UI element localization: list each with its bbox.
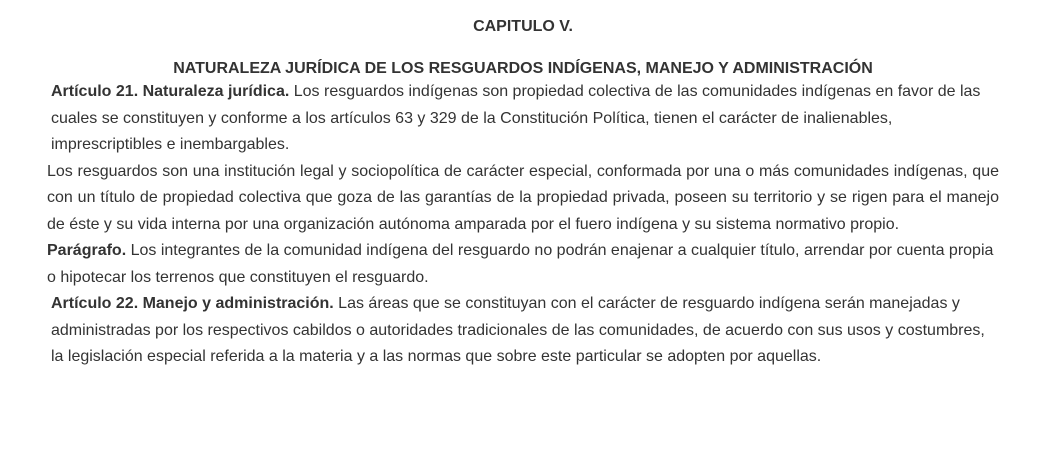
resguardos-definition-text: Los resguardos son una institución legal y sociopolítica de carácter especial, conformada por una o más comunidades indígenas, que con un título de propiedad colectiva que goza de las garantías de la propiedad privada, poseen su territorio y se rigen para el manejo de éste y su vida interna por una organización autónoma amparada por el fuero indígena y su sistema normativo propio. bbox=[47, 162, 999, 233]
paragrafo-text: Los integrantes de la comunidad indígena del resguardo no podrán enajenar a cualquier título, arrendar por cuenta propia o hipotecar los terrenos que constituyen el resguardo. bbox=[47, 242, 994, 286]
chapter-subtitle: NATURALEZA JURÍDICA DE LOS RESGUARDOS INDÍGENAS, MANEJO Y ADMINISTRACIÓN bbox=[173, 60, 873, 77]
paragrafo-paragraph bbox=[47, 238, 999, 291]
paragrafo-heading: Parágrafo. bbox=[47, 242, 127, 259]
article-21-paragraph bbox=[47, 79, 999, 159]
resguardos-definition-paragraph bbox=[47, 159, 999, 239]
chapter-heading: CAPITULO V. bbox=[473, 18, 573, 35]
article-21-text: Los resguardos indígenas son propiedad colectiva de las comunidades indígenas en favor de las cuales se constituyen y conforme a los artículos 63 y 329 de la Constitución Política, tienen el carácter de inalienables, imprescriptibles e inembargables. bbox=[51, 83, 981, 153]
article-22-paragraph bbox=[47, 291, 999, 371]
article-22-text: Las áreas que se constituyan con el carácter de resguardo indígena serán manejadas y administradas por los respectivos cabildos o autoridades tradicionales de las comunidades, de acuerdo con sus usos y costumbres, la legislación especial referida a la materia y a las normas que sobre este particular se adopten por aquellas. bbox=[51, 295, 985, 365]
article-21-heading: Artículo 21. Naturaleza jurídica. bbox=[51, 83, 290, 100]
article-22-heading: Artículo 22. Manejo y administración. bbox=[51, 295, 334, 312]
